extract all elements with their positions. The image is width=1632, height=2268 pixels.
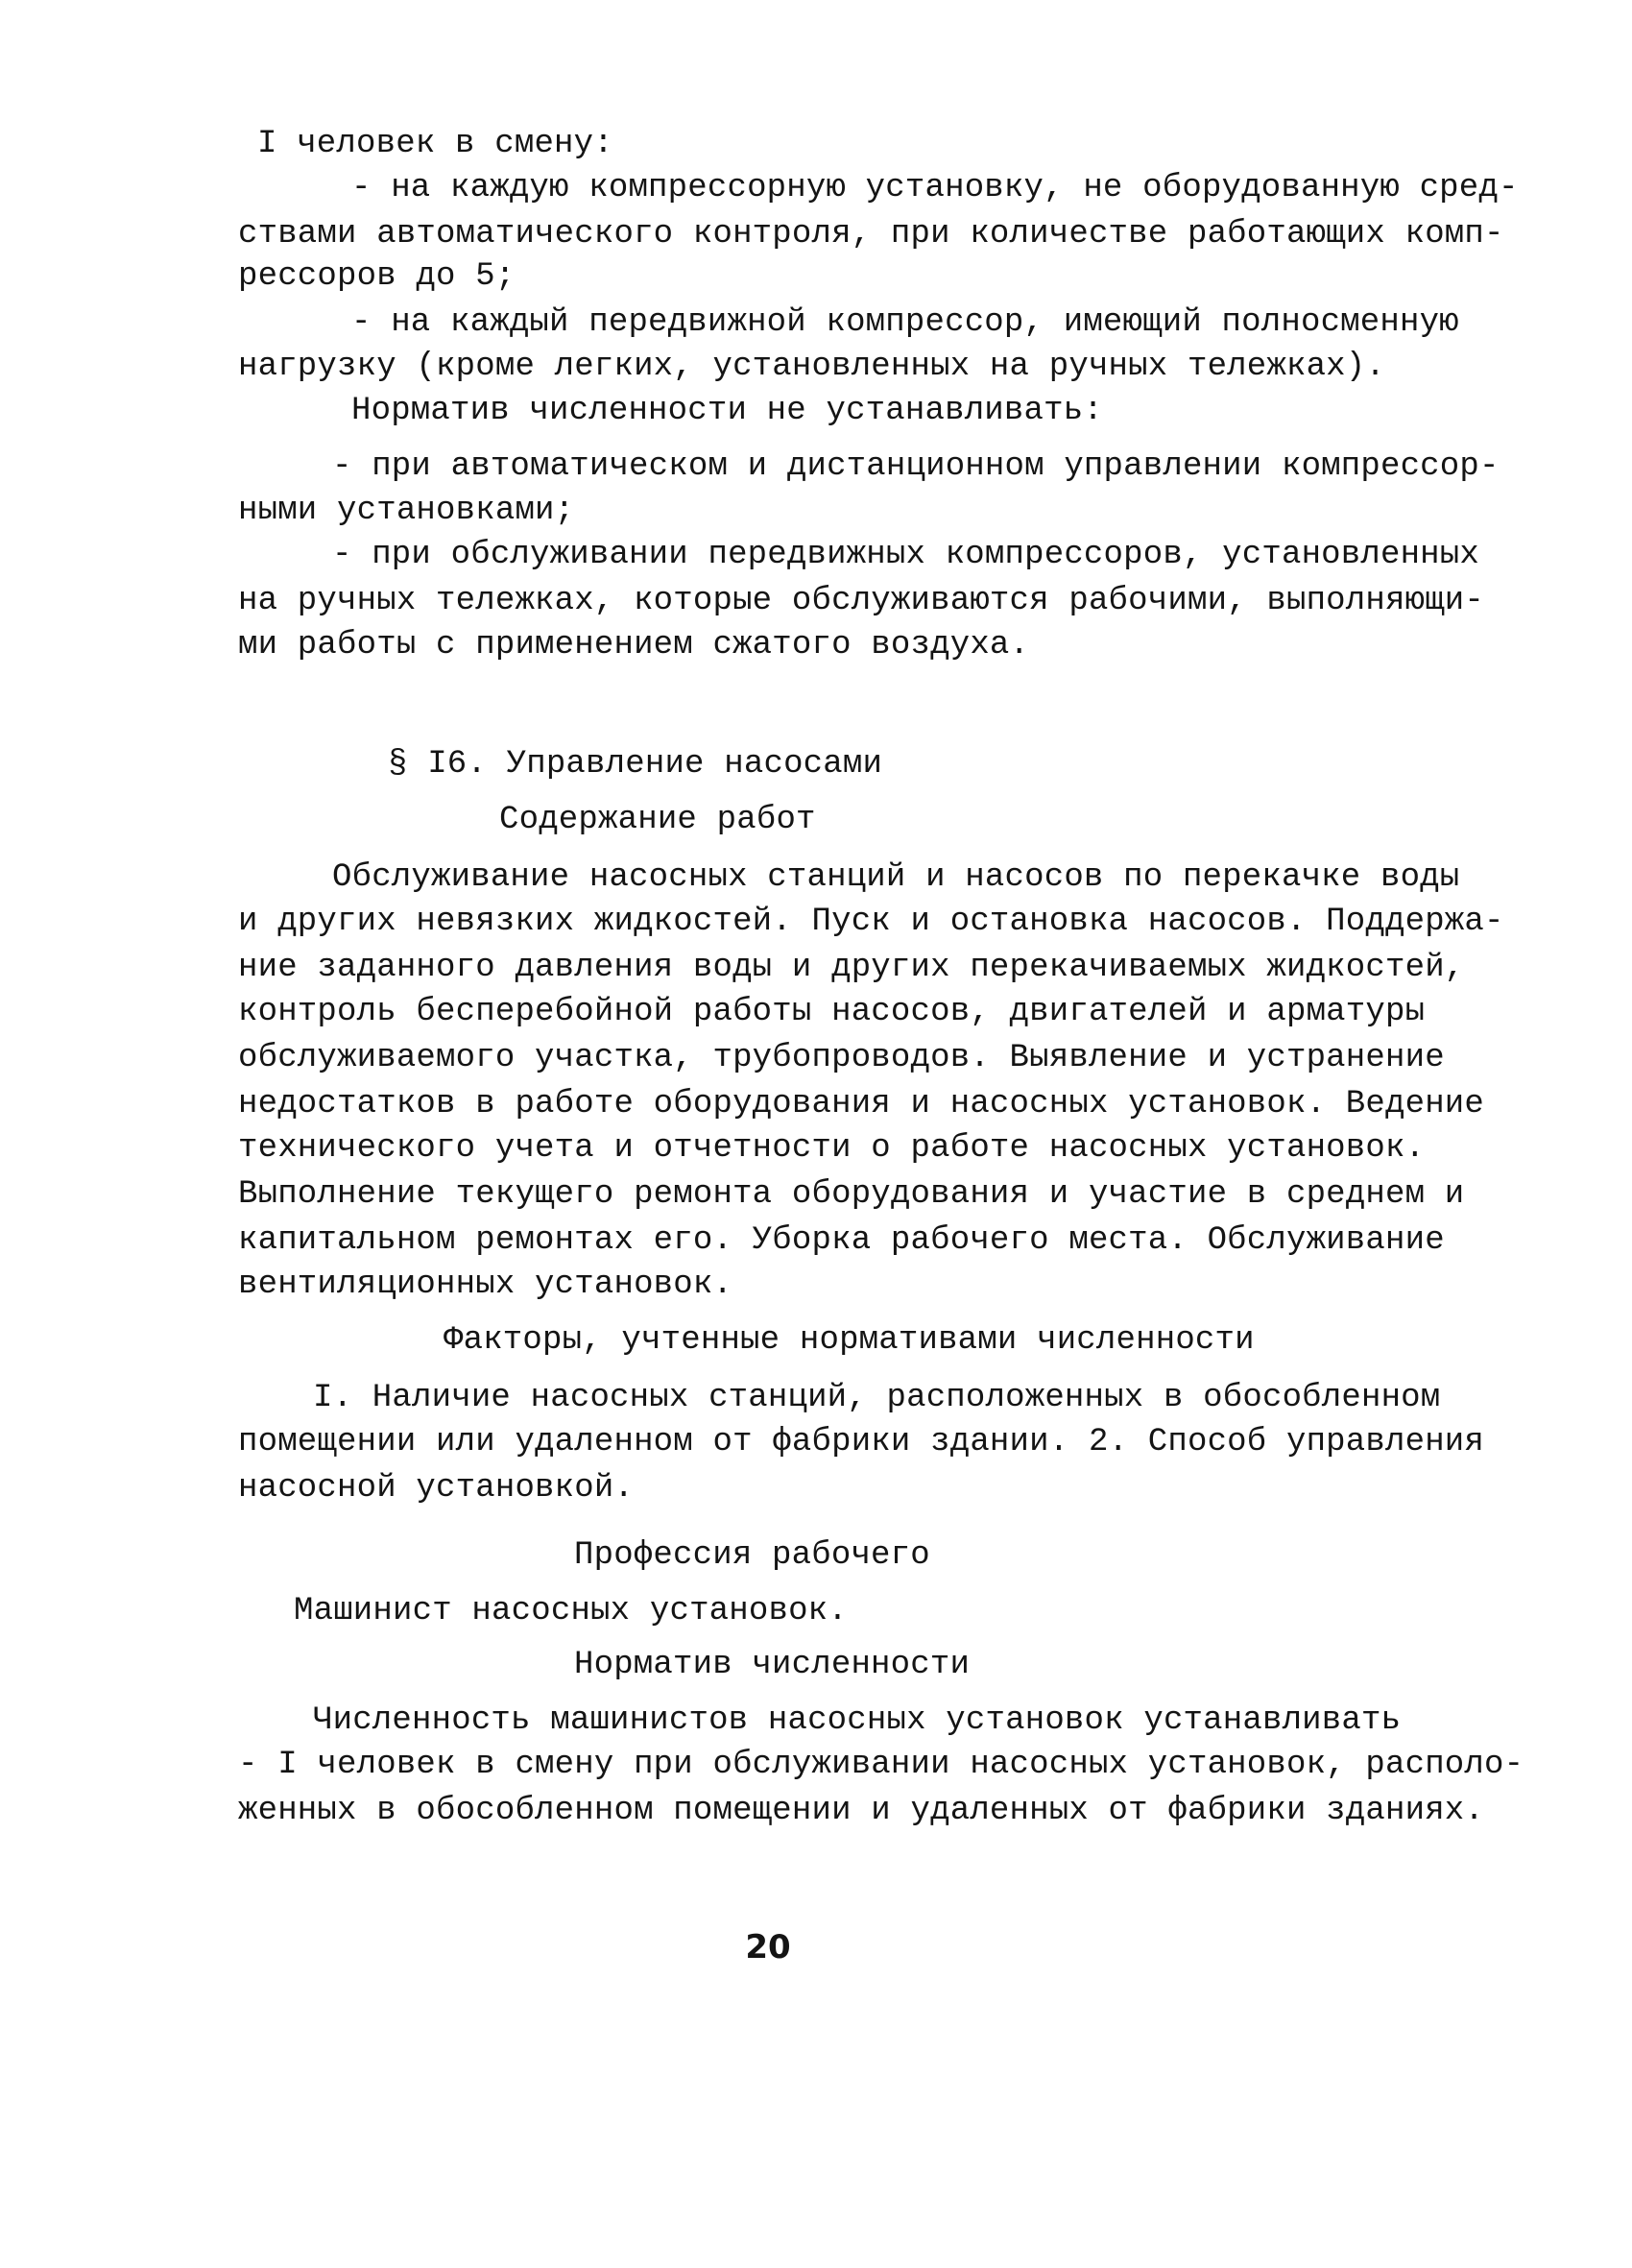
text-line: - на каждый передвижной компрессор, имеющий полносменную xyxy=(351,304,1459,341)
text-line: вентиляционных установок. xyxy=(238,1267,733,1303)
subsection-heading: Профессия рабочего xyxy=(574,1537,930,1574)
text-line: ствами автоматического контроля, при количестве работающих комп- xyxy=(238,216,1504,253)
text-line: I человек в смену: xyxy=(257,126,613,162)
text-line: Машинист насосных установок. xyxy=(294,1593,848,1629)
text-line: I. Наличие насосных станций, расположенных в обособленном xyxy=(313,1380,1441,1416)
text-line: женных в обособленном помещении и удаленных от фабрики зданиях. xyxy=(238,1793,1485,1829)
text-line: и других невязких жидкостей. Пуск и остановка насосов. Поддержа- xyxy=(238,904,1504,940)
text-line: помещении или удаленном от фабрики здании. 2. Способ управления xyxy=(238,1424,1485,1460)
text-line: - I человек в смену при обслуживании насосных установок, располо- xyxy=(238,1747,1524,1783)
subsection-heading: Содержание работ xyxy=(499,802,816,838)
text-line: контроль бесперебойной работы насосов, двигателей и арматуры xyxy=(238,994,1426,1030)
text-line: - при автоматическом и дистанционном управлении компрессор- xyxy=(332,448,1500,485)
text-line: насосной установкой. xyxy=(238,1470,635,1507)
text-line: недостатков в работе оборудования и насосных установок. Ведение xyxy=(238,1086,1485,1122)
text-line: - при обслуживании передвижных компрессоров, установленных xyxy=(332,537,1479,573)
text-line: - на каждую компрессорную установку, не оборудованную сред- xyxy=(351,170,1519,206)
text-line: ми работы с применением сжатого воздуха. xyxy=(238,627,1030,664)
subsection-heading: Норматив численности xyxy=(574,1647,971,1683)
page-number: 20 xyxy=(745,1928,791,1966)
text-line: Норматив численности не устанавливать: xyxy=(351,393,1103,429)
text-line: ние заданного давления воды и других перекачиваемых жидкостей, xyxy=(238,950,1465,986)
text-line: технического учета и отчетности о работе насосных установок. xyxy=(238,1130,1426,1167)
text-line: капитальном ремонтах его. Уборка рабочего места. Обслуживание xyxy=(238,1222,1445,1259)
text-line: рессоров до 5; xyxy=(238,258,516,295)
section-heading: § I6. Управление насосами xyxy=(388,746,883,783)
subsection-heading: Факторы, учтенные нормативами численности xyxy=(444,1322,1255,1359)
text-line: на ручных тележках, которые обслуживаются рабочими, выполняющи- xyxy=(238,583,1485,619)
text-line: нагрузку (кроме легких, установленных на ручных тележках). xyxy=(238,349,1385,385)
text-line: Обслуживание насосных станций и насосов по перекачке воды xyxy=(332,859,1460,896)
text-line: Выполнение текущего ремонта оборудования и участие в среднем и xyxy=(238,1176,1465,1213)
text-line: ными установками; xyxy=(238,493,575,529)
text-line: обслуживаемого участка, трубопроводов. Выявление и устранение xyxy=(238,1040,1445,1076)
text-line: Численность машинистов насосных установок устанавливать xyxy=(313,1702,1402,1739)
